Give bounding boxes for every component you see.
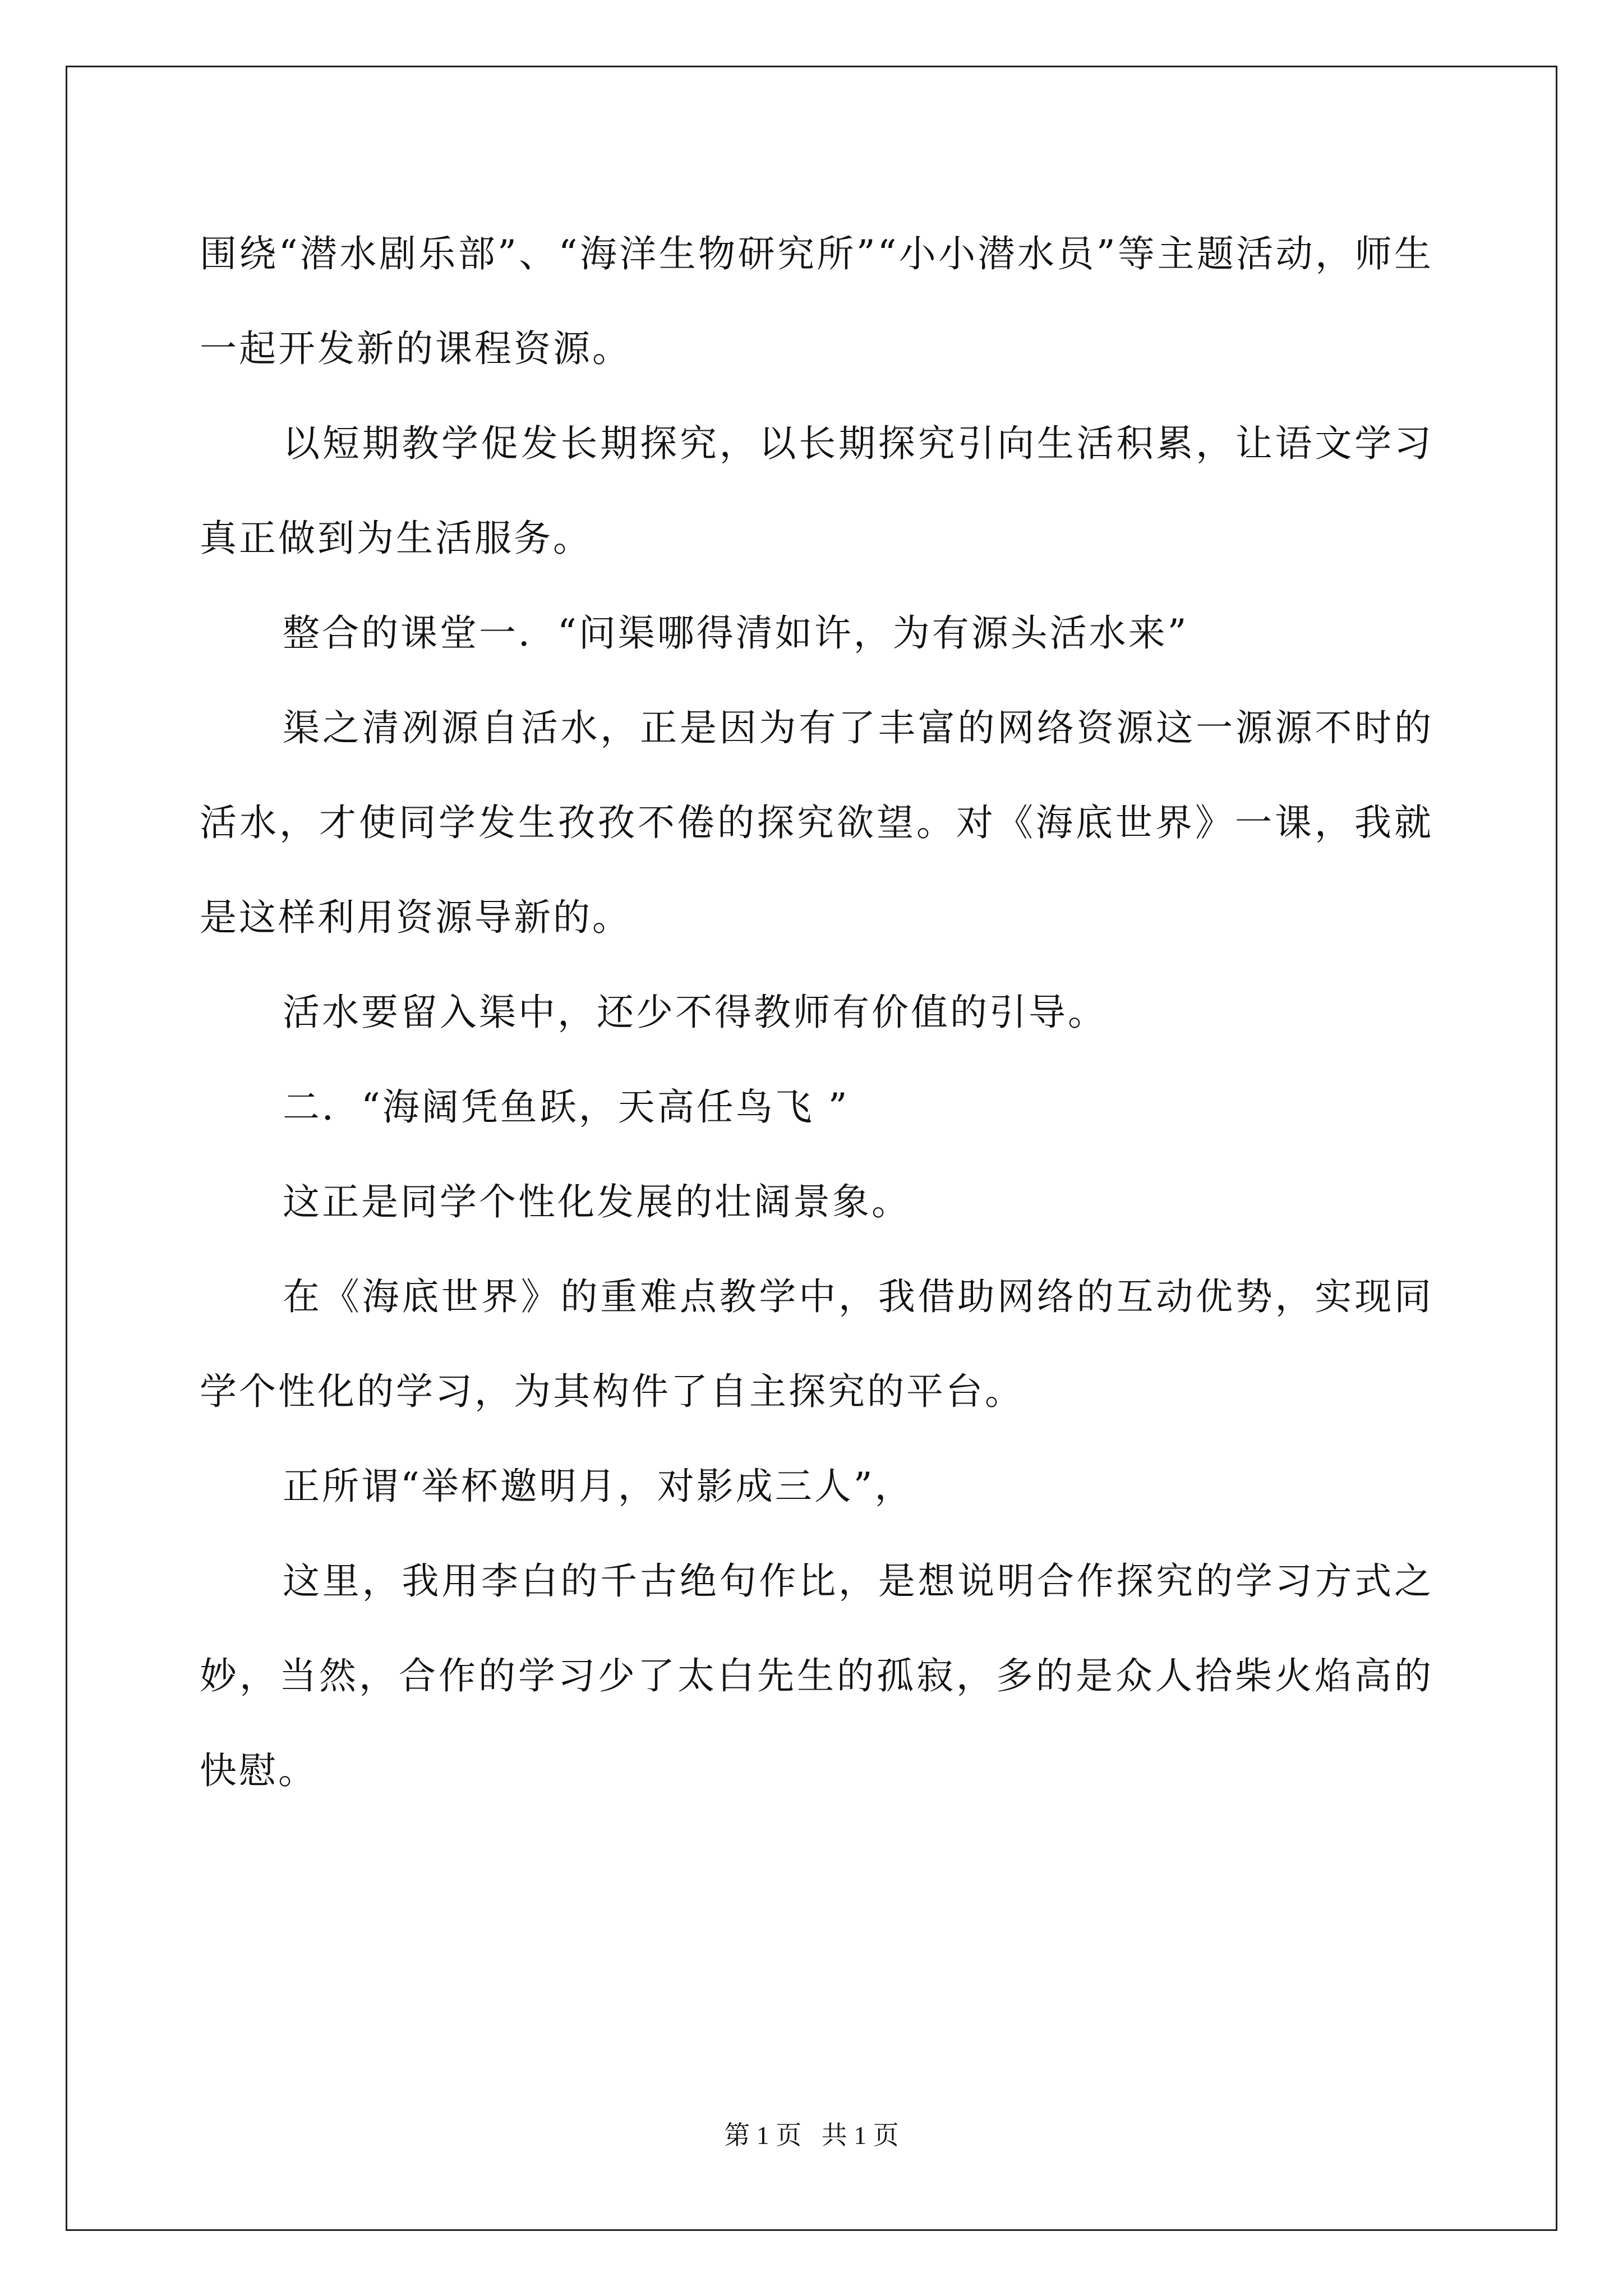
paragraph: 围绕“潜水剧乐部”、“海洋生物研究所”“小小潜水员”等主题活动，师生一起开发新的课程资源。: [200, 232, 1433, 370]
paragraph: 二．“海阔凭鱼跃，天高任鸟飞 ”: [283, 1085, 850, 1129]
document-body: [200, 206, 1433, 1818]
page-footer: [0, 2115, 1623, 2152]
paragraph: 在《海底世界》的重难点教学中，我借助网络的互动优势，实现同学个性化的学习，为其构件了自主探究的平台。: [200, 1275, 1433, 1413]
paragraph: 以短期教学促发长期探究，以长期探究引向生活积累，让语文学习真正做到为生活服务。: [200, 422, 1433, 560]
paragraph: 这正是同学个性化发展的壮阔景象。: [283, 1180, 911, 1223]
paragraph: 正所谓“举杯邀明月，对影成三人”，: [283, 1465, 914, 1508]
paragraph: 整合的课堂一．“问渠哪得清如许，为有源头活水来”: [283, 611, 1189, 655]
page-total: 共 1 页: [821, 2121, 899, 2150]
paragraph: 活水要留入渠中，还少不得教师有价值的引导。: [283, 991, 1107, 1034]
paragraph: 这里，我用李白的千古绝句作比，是想说明合作探究的学习方式之妙，当然，合作的学习少了太白先生的孤寂，多的是众人拾柴火焰高的快慰。: [200, 1559, 1433, 1792]
page-number: 第 1 页: [724, 2121, 802, 2150]
paragraph: 渠之清冽源自活水，正是因为有了丰富的网络资源这一源源不时的活水，才使同学发生孜孜不倦的探究欲望。对《海底世界》一课，我就是这样利用资源导新的。: [200, 706, 1433, 939]
